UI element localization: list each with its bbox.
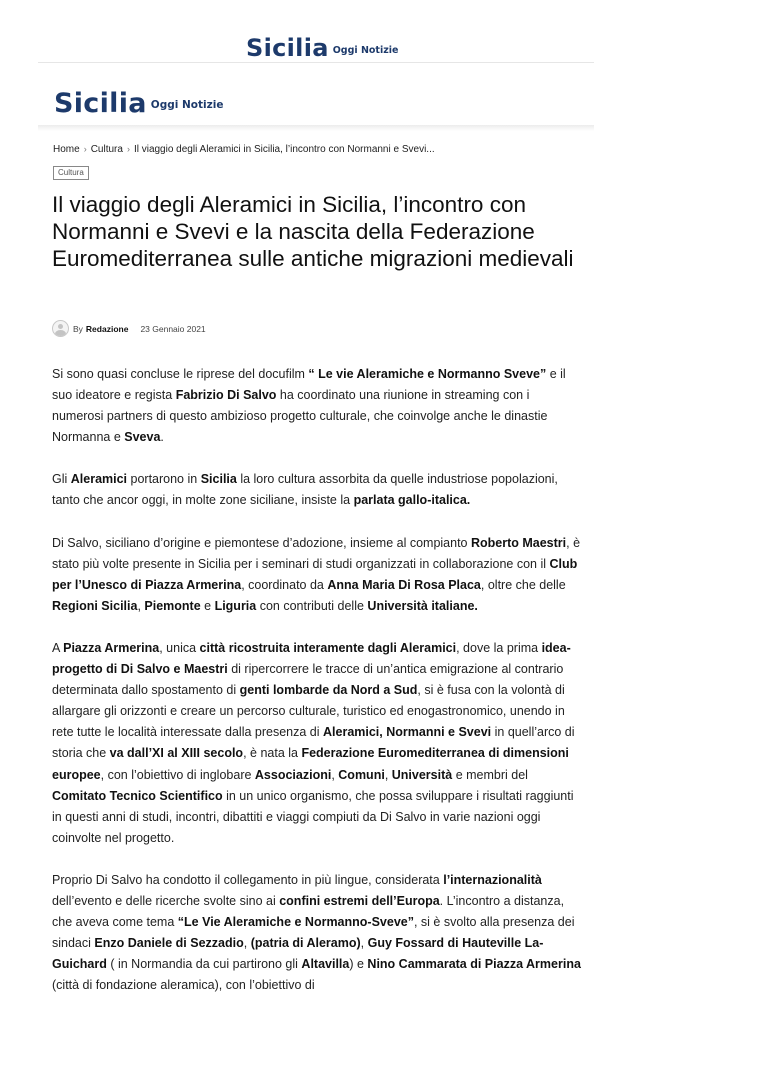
paragraph-text: Di Salvo, siciliano d’origine e piemontese d’adozione, insieme al compianto	[52, 535, 471, 550]
top-divider	[38, 62, 594, 63]
paragraph-text: A	[52, 640, 64, 655]
category-tag[interactable]: Cultura	[53, 166, 89, 180]
paragraph-text: ha coordinato una riunione in streaming con i numerosi partners di questo ambizioso progetto culturale, che coinvolge anche le dinastie Normanna e	[52, 388, 548, 445]
bold-text: Sveva	[124, 430, 161, 445]
logo-tagline: Oggi Notizie	[150, 99, 224, 111]
bold-text: Università italiane.	[367, 598, 478, 613]
paragraph-text: . L’incontro a distanza, che aveva come tema	[52, 893, 565, 930]
bold-text: Liguria	[214, 598, 257, 613]
bold-text: Aleramici	[70, 472, 128, 487]
paragraph-text: in un unico organismo, che possa sviluppare i risultati raggiunti in questi anni di studi, incontri, dibattiti e viaggi compiuti da Di Salvo in varie nazioni oggi coinvolte nel progetto.	[52, 788, 574, 845]
bold-text: “Le Vie Aleramiche e Normanno-Sveve”	[177, 915, 414, 930]
article-title: Il viaggio degli Aleramici in Sicilia, l’incontro con Normanni e Svevi e la nascita della Federazione Euromediterranea sulle antiche migrazioni medievali	[52, 192, 574, 271]
logo-name: Sicilia	[54, 88, 147, 119]
breadcrumb-category-link[interactable]: Cultura	[90, 144, 123, 155]
paragraph-text: Gli	[52, 472, 71, 487]
bold-text: “ Le vie Aleramiche e Normanno Sveve”	[308, 367, 547, 381]
paragraph-text: dell’evento e delle ricerche svolte sino ai	[52, 893, 280, 908]
paragraph-text: e membri del	[452, 767, 528, 782]
paragraph-text: , si è svolto alla presenza dei sindaci	[52, 915, 575, 951]
publish-date: 23 Gennaio 2021	[140, 323, 206, 334]
paragraph-text: ,	[384, 767, 392, 782]
bold-text: città ricostruita interamente dagli Aleramici	[199, 640, 457, 655]
paragraph-text: la loro cultura assorbita da quelle industriose popolazioni, tanto che ancor oggi, in molte zone siciliane, insiste la	[52, 472, 558, 508]
bold-text: Federazione Euromediterranea di dimensioni europee	[52, 746, 569, 782]
bold-text: parlata gallo-italica.	[353, 493, 471, 508]
bold-text: Regioni Sicilia	[52, 598, 138, 613]
paragraph-text: , coordinato da	[241, 577, 328, 592]
paragraph-text: Proprio Di Salvo ha condotto il collegamento in più lingue, considerata	[52, 872, 444, 887]
paragraph-text: e il suo ideatore e regista	[52, 367, 566, 403]
author-link[interactable]: Redazione	[85, 323, 129, 334]
paragraph-text: , è stato più volte presente in Sicilia per i seminari di studi organizzati in collaborazione con il	[52, 535, 581, 571]
bold-text: Roberto Maestri	[470, 535, 567, 550]
paragraph-text: , è nata la	[243, 746, 302, 761]
article-paragraph	[52, 364, 582, 448]
site-logo-header[interactable]	[54, 86, 223, 118]
breadcrumb-home-link[interactable]: Home	[53, 144, 80, 155]
bold-text: Club per l’Unesco di Piazza Armerina	[52, 556, 578, 592]
bold-text: confini estremi dell’Europa	[279, 893, 440, 908]
chevron-right-icon: ›	[126, 144, 130, 154]
bold-text: genti lombarde da Nord a Sud	[239, 683, 418, 698]
paragraph-text: , si è fusa con la volontà di allargare gli orizzonti e creare un percorso culturale, turistico ed enogastronomico, unendo in rete tutte le località interessate dalla presenza di	[52, 683, 565, 740]
bold-text: (patria di Aleramo)	[250, 936, 361, 951]
paragraph-text: , unica	[159, 640, 200, 655]
article-paragraph	[52, 469, 582, 511]
paragraph-text: ,	[331, 767, 339, 782]
bold-text: Sicilia	[200, 472, 237, 487]
bold-text: Associazioni	[254, 767, 332, 782]
bold-text: Fabrizio Di Salvo	[175, 388, 277, 403]
paragraph-text: ,	[137, 598, 145, 613]
bold-text: idea- progetto di Di Salvo e Maestri	[52, 640, 571, 677]
paragraph-text: Si sono quasi concluse le riprese del docufilm	[52, 367, 309, 381]
paragraph-text: ,	[360, 936, 368, 951]
paragraph-text: ( in Normandia da cui partirono gli	[106, 957, 302, 972]
breadcrumb	[53, 144, 435, 155]
article-paragraph	[52, 870, 582, 997]
bold-text: va dall’XI al XIII secolo	[109, 746, 244, 761]
paragraph-text: , oltre che delle	[480, 577, 566, 592]
bold-text: Aleramici, Normanni e Svevi	[323, 725, 492, 740]
article-body	[52, 364, 582, 1017]
bold-text: Guy Fossard di Hauteville La-Guichard	[52, 936, 544, 972]
bold-text: Altavilla	[301, 957, 350, 972]
article-byline	[52, 320, 206, 337]
breadcrumb-current: Il viaggio degli Aleramici in Sicilia, l’incontro con Normanni e Svevi...	[133, 144, 435, 155]
bold-text: Piazza Armerina	[63, 640, 160, 655]
header-divider	[38, 125, 594, 131]
paragraph-text: ,	[243, 936, 251, 951]
logo-name: Sicilia	[246, 34, 329, 62]
article-paragraph	[52, 533, 582, 617]
bold-text: l’internazionalità	[443, 872, 542, 887]
paragraph-text: .	[160, 430, 164, 445]
bold-text: Comitato Tecnico Scientifico	[52, 788, 223, 803]
site-logo-top[interactable]	[246, 31, 398, 61]
paragraph-text: in quell’arco di storia che	[52, 725, 575, 761]
paragraph-text: ) e	[349, 957, 368, 972]
bold-text: Comuni	[338, 767, 385, 782]
paragraph-text: con contributi delle	[256, 598, 368, 613]
paragraph-text: , dove la prima	[456, 640, 542, 655]
chevron-right-icon: ›	[83, 144, 87, 154]
by-label: By	[73, 323, 83, 334]
article-paragraph	[52, 638, 582, 849]
bold-text: Nino Cammarata di Piazza Armerina	[367, 957, 581, 972]
paragraph-text: di ripercorrere le tracce di un’antica emigrazione al contrario determinata dallo spostamento di	[52, 662, 564, 698]
paragraph-text: portarono in	[127, 472, 201, 487]
bold-text: Enzo Daniele di Sezzadio	[94, 936, 244, 951]
bold-text: Università	[391, 767, 453, 782]
paragraph-text: , con l’obiettivo di inglobare	[100, 767, 255, 782]
paragraph-text: (città di fondazione aleramica), con l’obiettivo di	[52, 978, 315, 993]
bold-text: Piemonte	[144, 598, 201, 613]
author-avatar[interactable]	[52, 320, 69, 337]
logo-tagline: Oggi Notizie	[332, 45, 399, 56]
bold-text: Anna Maria Di Rosa Placa	[327, 577, 481, 592]
paragraph-text: e	[200, 598, 215, 613]
